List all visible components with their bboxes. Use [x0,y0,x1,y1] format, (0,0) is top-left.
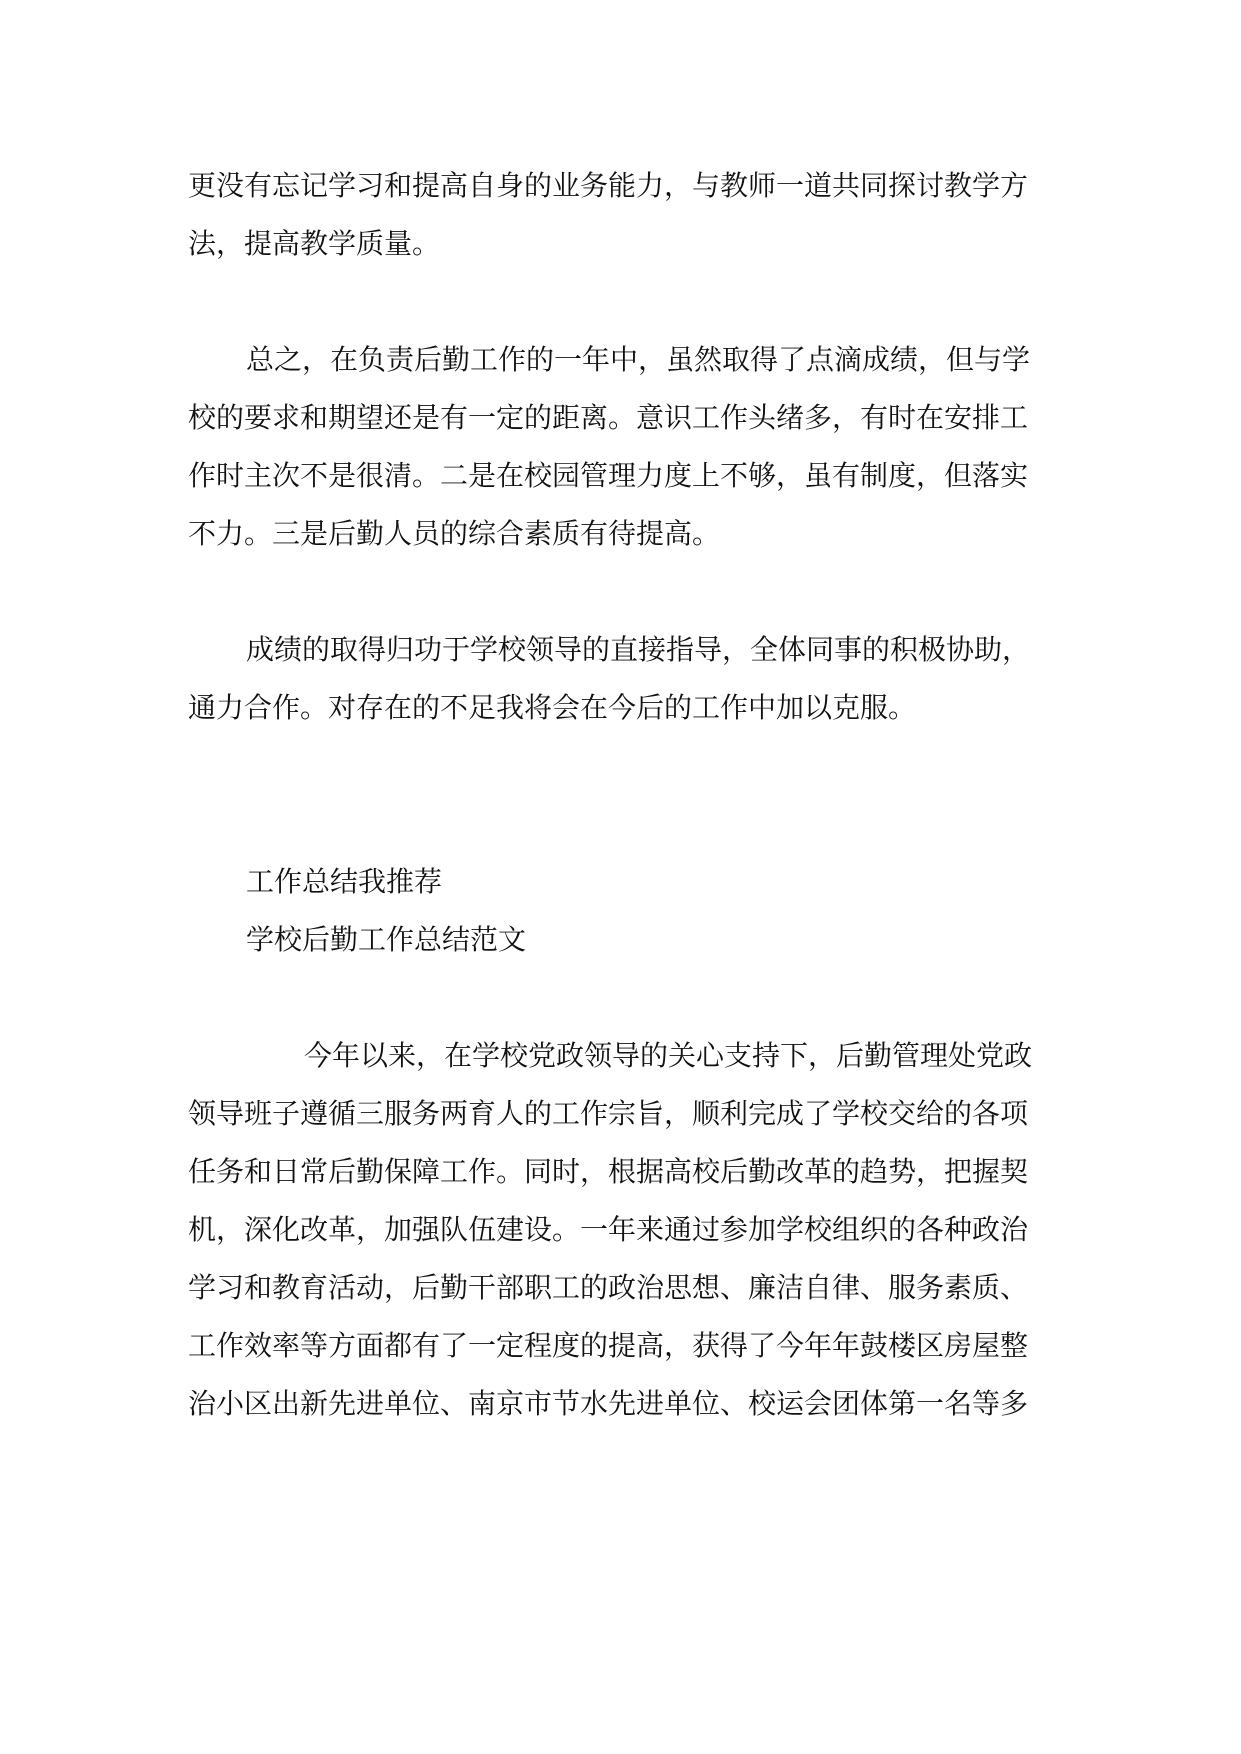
paragraph-5-line-3: 任务和日常后勤保障工作。同时，根据高校后勤改革的趋势，把握契 [188,1155,1029,1188]
article-title: 学校后勤工作总结范文 [246,923,527,956]
paragraph-2-line-2: 校的要求和期望还是有一定的距离。意识工作头绪多，有时在安排工 [188,401,1029,434]
paragraph-3-line-2: 通力合作。对存在的不足我将会在今后的工作中加以克服。 [188,691,917,724]
paragraph-5-line-1: 今年以来，在学校党政领导的关心支持下，后勤管理处党政 [304,1039,1033,1072]
paragraph-2-line-3: 作时主次不是很清。二是在校园管理力度上不够，虽有制度，但落实 [188,459,1029,492]
paragraph-5-line-4: 机，深化改革，加强队伍建设。一年来通过参加学校组织的各种政治 [188,1213,1029,1246]
paragraph-5-line-5: 学习和教育活动，后勤干部职工的政治思想、廉洁自律、服务素质、 [188,1271,1029,1304]
paragraph-2-line-4: 不力。三是后勤人员的综合素质有待提高。 [188,517,721,550]
paragraph-2-line-1: 总之，在负责后勤工作的一年中，虽然取得了点滴成绩，但与学 [246,343,1031,376]
paragraph-5-line-7: 治小区出新先进单位、南京市节水先进单位、校运会团体第一名等多 [188,1387,1029,1420]
recommend-heading: 工作总结我推荐 [246,865,443,898]
paragraph-5-line-2: 领导班子遵循三服务两育人的工作宗旨，顺利完成了学校交给的各项 [188,1097,1029,1130]
paragraph-3-line-1: 成绩的取得归功于学校领导的直接指导，全体同事的积极协助， [246,633,1031,666]
paragraph-1-line-1: 更没有忘记学习和提高自身的业务能力，与教师一道共同探讨教学方 [188,169,1029,202]
paragraph-5-line-6: 工作效率等方面都有了一定程度的提高，获得了今年年鼓楼区房屋整 [188,1329,1029,1362]
paragraph-1-line-2: 法，提高教学质量。 [188,227,441,260]
